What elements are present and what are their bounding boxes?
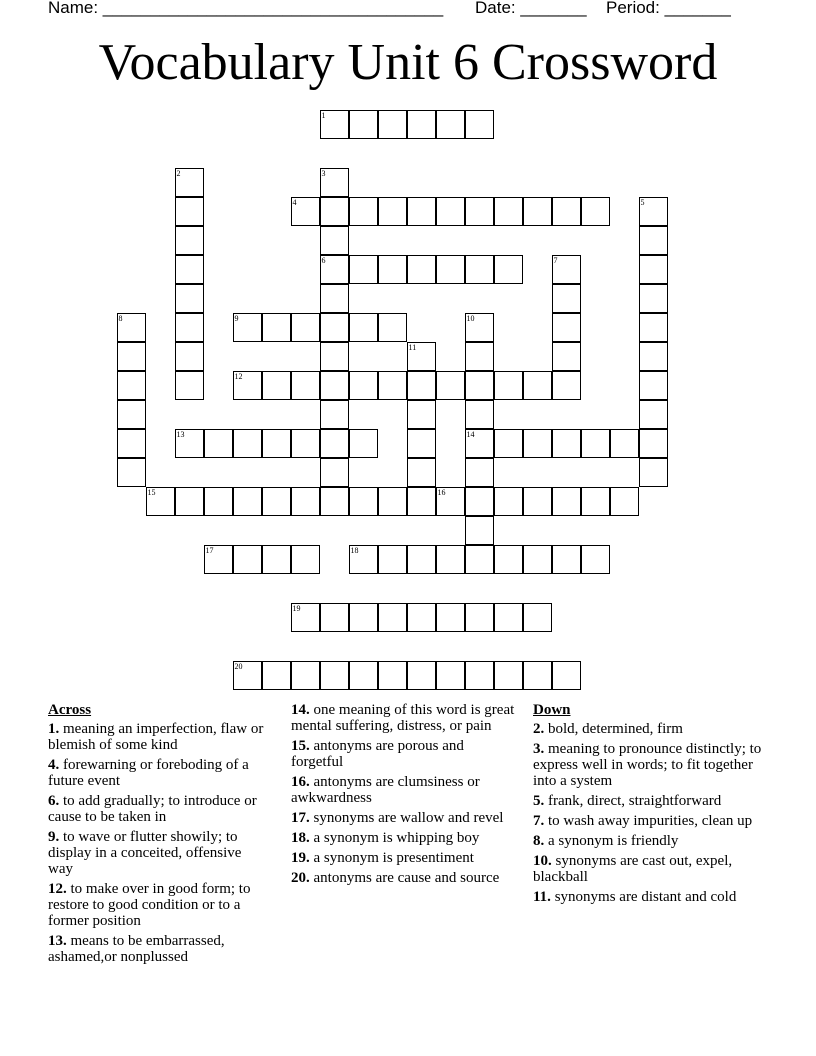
grid-cell[interactable] bbox=[552, 255, 581, 284]
grid-cell[interactable] bbox=[407, 255, 436, 284]
clue-number: 18 bbox=[350, 545, 359, 555]
grid-cell[interactable] bbox=[523, 429, 552, 458]
grid-cell[interactable] bbox=[320, 110, 349, 139]
clue-across-13: 13. means to be embarrassed, ashamed,or nonplussed bbox=[48, 933, 225, 965]
grid-cell[interactable] bbox=[552, 371, 581, 400]
grid-cell[interactable] bbox=[639, 342, 668, 371]
grid-cell[interactable] bbox=[117, 313, 146, 342]
grid-cell[interactable] bbox=[378, 371, 407, 400]
grid-cell[interactable] bbox=[581, 197, 610, 226]
grid-cell[interactable] bbox=[175, 342, 204, 371]
grid-cell[interactable] bbox=[378, 661, 407, 690]
grid-cell[interactable] bbox=[233, 371, 262, 400]
clue-across-20: 20. antonyms are cause and source bbox=[291, 870, 500, 886]
grid-cell[interactable] bbox=[291, 197, 320, 226]
grid-cell[interactable] bbox=[639, 255, 668, 284]
clue-number: 8 bbox=[118, 313, 123, 323]
clue-number: 14 bbox=[466, 429, 475, 439]
clue-number: 11 bbox=[408, 342, 417, 352]
grid-cell[interactable] bbox=[465, 110, 494, 139]
clue-across-16: 16. antonyms are clumsiness or awkwardness bbox=[291, 774, 480, 806]
grid-cell[interactable] bbox=[407, 429, 436, 458]
period-field[interactable]: Period: _______ bbox=[606, 0, 731, 17]
grid-cell[interactable] bbox=[320, 603, 349, 632]
grid-cell[interactable] bbox=[320, 284, 349, 313]
grid-cell[interactable] bbox=[523, 197, 552, 226]
clue-down-3: 3. meaning to pronounce distinctly; to express well in words; to fit together into a system bbox=[533, 741, 762, 789]
grid-cell[interactable] bbox=[175, 429, 204, 458]
grid-cell[interactable] bbox=[494, 255, 523, 284]
name-field[interactable]: Name: ____________________________________ bbox=[48, 0, 444, 17]
grid-cell[interactable] bbox=[175, 168, 204, 197]
grid-cell[interactable] bbox=[436, 255, 465, 284]
grid-cell[interactable] bbox=[436, 110, 465, 139]
clue-down-8: 8. a synonym is friendly bbox=[533, 833, 679, 849]
grid-cell[interactable] bbox=[436, 371, 465, 400]
grid-cell[interactable] bbox=[320, 255, 349, 284]
grid-cell[interactable] bbox=[581, 487, 610, 516]
grid-cell[interactable] bbox=[407, 342, 436, 371]
grid-cell[interactable] bbox=[523, 603, 552, 632]
grid-cell[interactable] bbox=[494, 545, 523, 574]
grid-cell[interactable] bbox=[320, 168, 349, 197]
clue-number: 4 bbox=[292, 197, 297, 207]
clue-across-17: 17. synonyms are wallow and revel bbox=[291, 810, 504, 826]
across-heading: Across bbox=[48, 702, 92, 718]
clue-number: 12 bbox=[234, 371, 243, 381]
grid-cell[interactable] bbox=[639, 313, 668, 342]
grid-cell[interactable] bbox=[117, 458, 146, 487]
grid-cell[interactable] bbox=[291, 313, 320, 342]
clue-down-7: 7. to wash away impurities, clean up bbox=[533, 813, 753, 829]
grid-cell[interactable] bbox=[436, 603, 465, 632]
grid-cell[interactable] bbox=[262, 371, 291, 400]
clue-number: 9 bbox=[234, 313, 239, 323]
date-field[interactable]: Date: _______ bbox=[475, 0, 587, 17]
grid-cell[interactable] bbox=[233, 313, 262, 342]
clue-across-15: 15. antonyms are porous and forgetful bbox=[291, 738, 464, 770]
clue-number: 10 bbox=[466, 313, 475, 323]
clue-across-1: 1. meaning an imperfection, flaw or blemish of some kind bbox=[48, 721, 264, 753]
grid-cell[interactable] bbox=[349, 255, 378, 284]
grid-cell[interactable] bbox=[639, 458, 668, 487]
clue-number: 1 bbox=[321, 110, 326, 120]
grid-cell[interactable] bbox=[639, 197, 668, 226]
clue-across-18: 18. a synonym is whipping boy bbox=[291, 830, 480, 846]
grid-cell[interactable] bbox=[320, 429, 349, 458]
clue-across-12: 12. to make over in good form; to restore to good condition or to a former position bbox=[48, 881, 251, 929]
grid-cell[interactable] bbox=[523, 545, 552, 574]
grid-cell[interactable] bbox=[320, 487, 349, 516]
grid-cell[interactable] bbox=[494, 197, 523, 226]
grid-cell[interactable] bbox=[552, 661, 581, 690]
grid-cell[interactable] bbox=[407, 545, 436, 574]
clue-number: 15 bbox=[147, 487, 156, 497]
grid-cell[interactable] bbox=[204, 429, 233, 458]
grid-cell[interactable] bbox=[378, 197, 407, 226]
grid-cell[interactable] bbox=[465, 458, 494, 487]
grid-cell[interactable] bbox=[639, 429, 668, 458]
grid-cell[interactable] bbox=[117, 429, 146, 458]
clue-number: 6 bbox=[321, 255, 326, 265]
grid-cell[interactable] bbox=[349, 487, 378, 516]
grid-cell[interactable] bbox=[320, 400, 349, 429]
grid-cell[interactable] bbox=[233, 661, 262, 690]
grid-cell[interactable] bbox=[262, 487, 291, 516]
grid-cell[interactable] bbox=[233, 429, 262, 458]
grid-cell[interactable] bbox=[291, 661, 320, 690]
grid-cell[interactable] bbox=[581, 429, 610, 458]
grid-cell[interactable] bbox=[291, 429, 320, 458]
grid-cell[interactable] bbox=[494, 603, 523, 632]
grid-cell[interactable] bbox=[465, 487, 494, 516]
grid-cell[interactable] bbox=[465, 429, 494, 458]
grid-cell[interactable] bbox=[262, 661, 291, 690]
grid-cell[interactable] bbox=[175, 284, 204, 313]
grid-cell[interactable] bbox=[320, 197, 349, 226]
grid-cell[interactable] bbox=[581, 545, 610, 574]
clue-number: 2 bbox=[176, 168, 181, 178]
grid-cell[interactable] bbox=[552, 487, 581, 516]
grid-cell[interactable] bbox=[291, 603, 320, 632]
clue-across-4: 4. forewarning or foreboding of a future event bbox=[48, 757, 249, 789]
clue-number: 19 bbox=[292, 603, 301, 613]
grid-cell[interactable] bbox=[523, 371, 552, 400]
grid-cell[interactable] bbox=[552, 342, 581, 371]
clue-number: 16 bbox=[437, 487, 446, 497]
grid-cell[interactable] bbox=[117, 400, 146, 429]
grid-cell[interactable] bbox=[494, 371, 523, 400]
grid-cell[interactable] bbox=[552, 429, 581, 458]
grid-cell[interactable] bbox=[639, 400, 668, 429]
grid-cell[interactable] bbox=[552, 197, 581, 226]
grid-cell[interactable] bbox=[378, 255, 407, 284]
grid-cell[interactable] bbox=[117, 371, 146, 400]
across-clues-continued bbox=[291, 702, 519, 890]
clue-across-9: 9. to wave or flutter showily; to display in a conceited, offensive way bbox=[48, 829, 242, 877]
grid-cell[interactable] bbox=[320, 226, 349, 255]
grid-cell[interactable] bbox=[639, 284, 668, 313]
grid-cell[interactable] bbox=[494, 661, 523, 690]
grid-cell[interactable] bbox=[407, 371, 436, 400]
grid-cell[interactable] bbox=[465, 313, 494, 342]
grid-cell[interactable] bbox=[552, 313, 581, 342]
grid-cell[interactable] bbox=[436, 545, 465, 574]
grid-cell[interactable] bbox=[175, 197, 204, 226]
grid-cell[interactable] bbox=[320, 661, 349, 690]
grid-cell[interactable] bbox=[407, 661, 436, 690]
grid-cell[interactable] bbox=[407, 110, 436, 139]
grid-cell[interactable] bbox=[349, 197, 378, 226]
grid-cell[interactable] bbox=[262, 545, 291, 574]
grid-cell[interactable] bbox=[175, 487, 204, 516]
grid-cell[interactable] bbox=[320, 313, 349, 342]
grid-cell[interactable] bbox=[494, 487, 523, 516]
grid-cell[interactable] bbox=[349, 313, 378, 342]
grid-cell[interactable] bbox=[523, 487, 552, 516]
grid-cell[interactable] bbox=[175, 255, 204, 284]
grid-cell[interactable] bbox=[465, 197, 494, 226]
clue-down-2: 2. bold, determined, firm bbox=[533, 721, 683, 737]
grid-cell[interactable] bbox=[465, 342, 494, 371]
grid-cell[interactable] bbox=[465, 255, 494, 284]
clue-number: 7 bbox=[553, 255, 558, 265]
grid-cell[interactable] bbox=[465, 371, 494, 400]
grid-cell[interactable] bbox=[233, 487, 262, 516]
grid-cell[interactable] bbox=[407, 487, 436, 516]
grid-cell[interactable] bbox=[349, 371, 378, 400]
grid-cell[interactable] bbox=[407, 603, 436, 632]
clue-across-19: 19. a synonym is presentiment bbox=[291, 850, 474, 866]
page-title: Vocabulary Unit 6 Crossword bbox=[98, 34, 718, 91]
grid-cell[interactable] bbox=[639, 371, 668, 400]
grid-cell[interactable] bbox=[465, 661, 494, 690]
grid-cell[interactable] bbox=[378, 313, 407, 342]
grid-cell[interactable] bbox=[204, 545, 233, 574]
grid-cell[interactable] bbox=[117, 342, 146, 371]
clue-number: 3 bbox=[321, 168, 326, 178]
grid-cell[interactable] bbox=[291, 487, 320, 516]
grid-cell[interactable] bbox=[552, 545, 581, 574]
grid-cell[interactable] bbox=[436, 661, 465, 690]
grid-cell[interactable] bbox=[291, 545, 320, 574]
grid-cell[interactable] bbox=[175, 313, 204, 342]
grid-cell[interactable] bbox=[204, 487, 233, 516]
grid-cell[interactable] bbox=[407, 197, 436, 226]
clue-down-10: 10. synonyms are cast out, expel, blackball bbox=[533, 853, 733, 885]
grid-cell[interactable] bbox=[378, 487, 407, 516]
clue-down-5: 5. frank, direct, straightforward bbox=[533, 793, 722, 809]
across-clues bbox=[48, 702, 268, 969]
clue-down-11: 11. synonyms are distant and cold bbox=[533, 889, 737, 905]
grid-cell[interactable] bbox=[233, 545, 262, 574]
grid-cell[interactable] bbox=[465, 516, 494, 545]
grid-cell[interactable] bbox=[639, 226, 668, 255]
clue-across-14: 14. one meaning of this word is great mental suffering, distress, or pain bbox=[291, 702, 515, 734]
grid-cell[interactable] bbox=[465, 400, 494, 429]
grid-cell[interactable] bbox=[465, 603, 494, 632]
grid-cell[interactable] bbox=[610, 429, 639, 458]
grid-cell[interactable] bbox=[436, 197, 465, 226]
grid-cell[interactable] bbox=[349, 661, 378, 690]
grid-cell[interactable] bbox=[494, 429, 523, 458]
grid-cell[interactable] bbox=[320, 458, 349, 487]
grid-cell[interactable] bbox=[378, 110, 407, 139]
grid-cell[interactable] bbox=[320, 371, 349, 400]
grid-cell[interactable] bbox=[146, 487, 175, 516]
clue-across-6: 6. to add gradually; to introduce or cause to be taken in bbox=[48, 793, 257, 825]
grid-cell[interactable] bbox=[436, 487, 465, 516]
grid-cell[interactable] bbox=[378, 545, 407, 574]
down-clues bbox=[533, 702, 773, 909]
grid-cell[interactable] bbox=[378, 603, 407, 632]
grid-cell[interactable] bbox=[175, 226, 204, 255]
grid-cell[interactable] bbox=[523, 661, 552, 690]
grid-cell[interactable] bbox=[349, 603, 378, 632]
grid-cell[interactable] bbox=[320, 342, 349, 371]
down-heading: Down bbox=[533, 702, 571, 718]
grid-cell[interactable] bbox=[349, 545, 378, 574]
grid-cell[interactable] bbox=[610, 487, 639, 516]
grid-cell[interactable] bbox=[407, 400, 436, 429]
grid-cell[interactable] bbox=[262, 313, 291, 342]
grid-cell[interactable] bbox=[407, 458, 436, 487]
grid-cell[interactable] bbox=[465, 545, 494, 574]
grid-cell[interactable] bbox=[552, 284, 581, 313]
clue-number: 17 bbox=[205, 545, 214, 555]
grid-cell[interactable] bbox=[291, 371, 320, 400]
grid-cell[interactable] bbox=[349, 429, 378, 458]
grid-cell[interactable] bbox=[349, 110, 378, 139]
grid-cell[interactable] bbox=[175, 371, 204, 400]
clue-number: 13 bbox=[176, 429, 185, 439]
clue-number: 20 bbox=[234, 661, 243, 671]
grid-cell[interactable] bbox=[262, 429, 291, 458]
clue-number: 5 bbox=[640, 197, 645, 207]
